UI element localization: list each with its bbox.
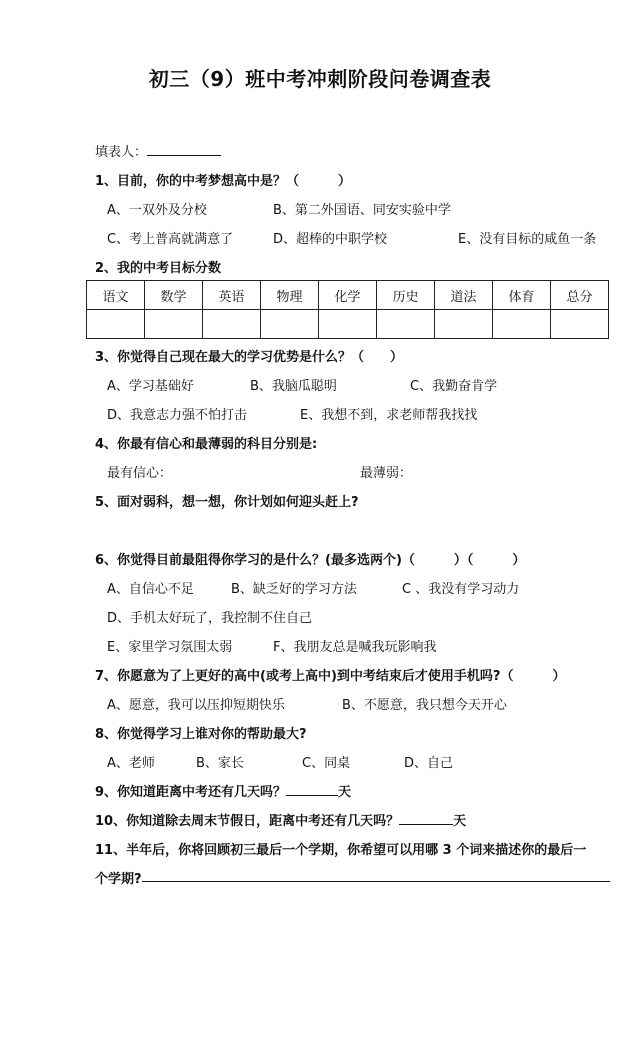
subject-chemistry: 化学 (319, 281, 377, 310)
q1-option-b[interactable]: B、第二外国语、同安实验中学 (273, 203, 451, 218)
q1-option-e[interactable]: E、没有目标的咸鱼一条 (458, 232, 597, 247)
question-8: 8、你觉得学习上谁对你的帮助最大? (95, 727, 307, 742)
subject-pe: 体育 (493, 281, 551, 310)
question-7: 7、你愿意为了上更好的高中(或考上高中)到中考结束后才使用手机吗?（ ） (95, 669, 566, 684)
q3-option-e[interactable]: E、我想不到，求老师帮我找找 (300, 408, 478, 423)
score-cell-english[interactable] (203, 310, 261, 339)
q6-option-e[interactable]: E、家里学习氛围太弱 (107, 640, 233, 655)
q10-unit: 天 (453, 814, 467, 829)
q8-option-a[interactable]: A、老师 (107, 756, 155, 771)
question-2: 2、我的中考目标分数 (95, 261, 222, 276)
score-cell-pe[interactable] (493, 310, 551, 339)
score-table-header (87, 281, 609, 310)
score-table (86, 280, 609, 339)
subject-total: 总分 (551, 281, 609, 310)
page-title: 初三（9）班中考冲刺阶段问卷调查表 (148, 67, 492, 91)
q10-days-blank[interactable] (399, 811, 453, 825)
q6-option-a[interactable]: A、自信心不足 (107, 582, 194, 597)
q6-option-b[interactable]: B、缺乏好的学习方法 (231, 582, 357, 597)
q9-days-blank[interactable] (286, 782, 338, 796)
question-5: 5、面对弱科，想一想，你计划如何迎头赶上? (95, 495, 359, 510)
q8-option-d[interactable]: D、自己 (404, 756, 454, 771)
subject-history: 历史 (377, 281, 435, 310)
score-cell-history[interactable] (377, 310, 435, 339)
q1-option-a[interactable]: A、一双外及分校 (107, 203, 207, 218)
question-11-line1: 11、半年后，你将回顾初三最后一个学期，你希望可以用哪 3 个词来描述你的最后一 (95, 843, 587, 858)
q6-option-c[interactable]: C 、我没有学习动力 (402, 582, 520, 597)
q6-option-f[interactable]: F、我朋友总是喊我玩影响我 (273, 640, 437, 655)
q9-unit: 天 (338, 785, 352, 800)
q10-text: 10、你知道除去周末节假日，距离中考还有几天吗？ (95, 814, 400, 829)
question-11-line2: 个学期? (95, 872, 142, 887)
score-table-input-row (87, 310, 609, 339)
subject-morality-law: 道法 (435, 281, 493, 310)
question-3: 3、你觉得自己现在最大的学习优势是什么？（ ） (95, 350, 404, 365)
score-cell-physics[interactable] (261, 310, 319, 339)
q7-option-a[interactable]: A、愿意，我可以压抑短期快乐 (107, 698, 285, 713)
question-1: 1、目前，你的中考梦想高中是？（ ） (95, 174, 352, 189)
score-cell-total[interactable] (551, 310, 609, 339)
score-cell-chinese[interactable] (87, 310, 145, 339)
q3-option-a[interactable]: A、学习基础好 (107, 379, 194, 394)
filler-row (95, 141, 221, 160)
most-confident-label: 最有信心： (107, 466, 173, 481)
subject-chinese: 语文 (87, 281, 145, 310)
question-6: 6、你觉得目前最阻得你学习的是什么？(最多选两个)（ ）（ ） (95, 553, 526, 568)
q6-option-d[interactable]: D、手机太好玩了，我控制不住自己 (107, 611, 313, 626)
q8-option-c[interactable]: C、同桌 (302, 756, 351, 771)
q3-option-d[interactable]: D、我意志力强不怕打击 (107, 408, 248, 423)
q1-option-c[interactable]: C、考上普高就满意了 (107, 232, 234, 247)
question-10 (95, 810, 466, 829)
q3-option-b[interactable]: B、我脑瓜聪明 (250, 379, 337, 394)
score-cell-math[interactable] (145, 310, 203, 339)
q3-option-c[interactable]: C、我勤奋肯学 (410, 379, 498, 394)
subject-english: 英语 (203, 281, 261, 310)
score-cell-morality-law[interactable] (435, 310, 493, 339)
question-4: 4、你最有信心和最薄弱的科目分别是: (95, 437, 318, 452)
subject-physics: 物理 (261, 281, 319, 310)
question-9 (95, 781, 351, 800)
q8-option-b[interactable]: B、家长 (196, 756, 244, 771)
filler-label: 填表人： (95, 145, 148, 160)
q9-text: 9、你知道距离中考还有几天吗？ (95, 785, 287, 800)
score-cell-chemistry[interactable] (319, 310, 377, 339)
q7-option-b[interactable]: B、不愿意，我只想今天开心 (342, 698, 507, 713)
filler-blank[interactable] (147, 142, 221, 156)
weakest-label: 最薄弱： (360, 466, 413, 481)
subject-math: 数学 (145, 281, 203, 310)
q11-answer-line[interactable] (142, 881, 610, 882)
q1-option-d[interactable]: D、超棒的中职学校 (273, 232, 388, 247)
